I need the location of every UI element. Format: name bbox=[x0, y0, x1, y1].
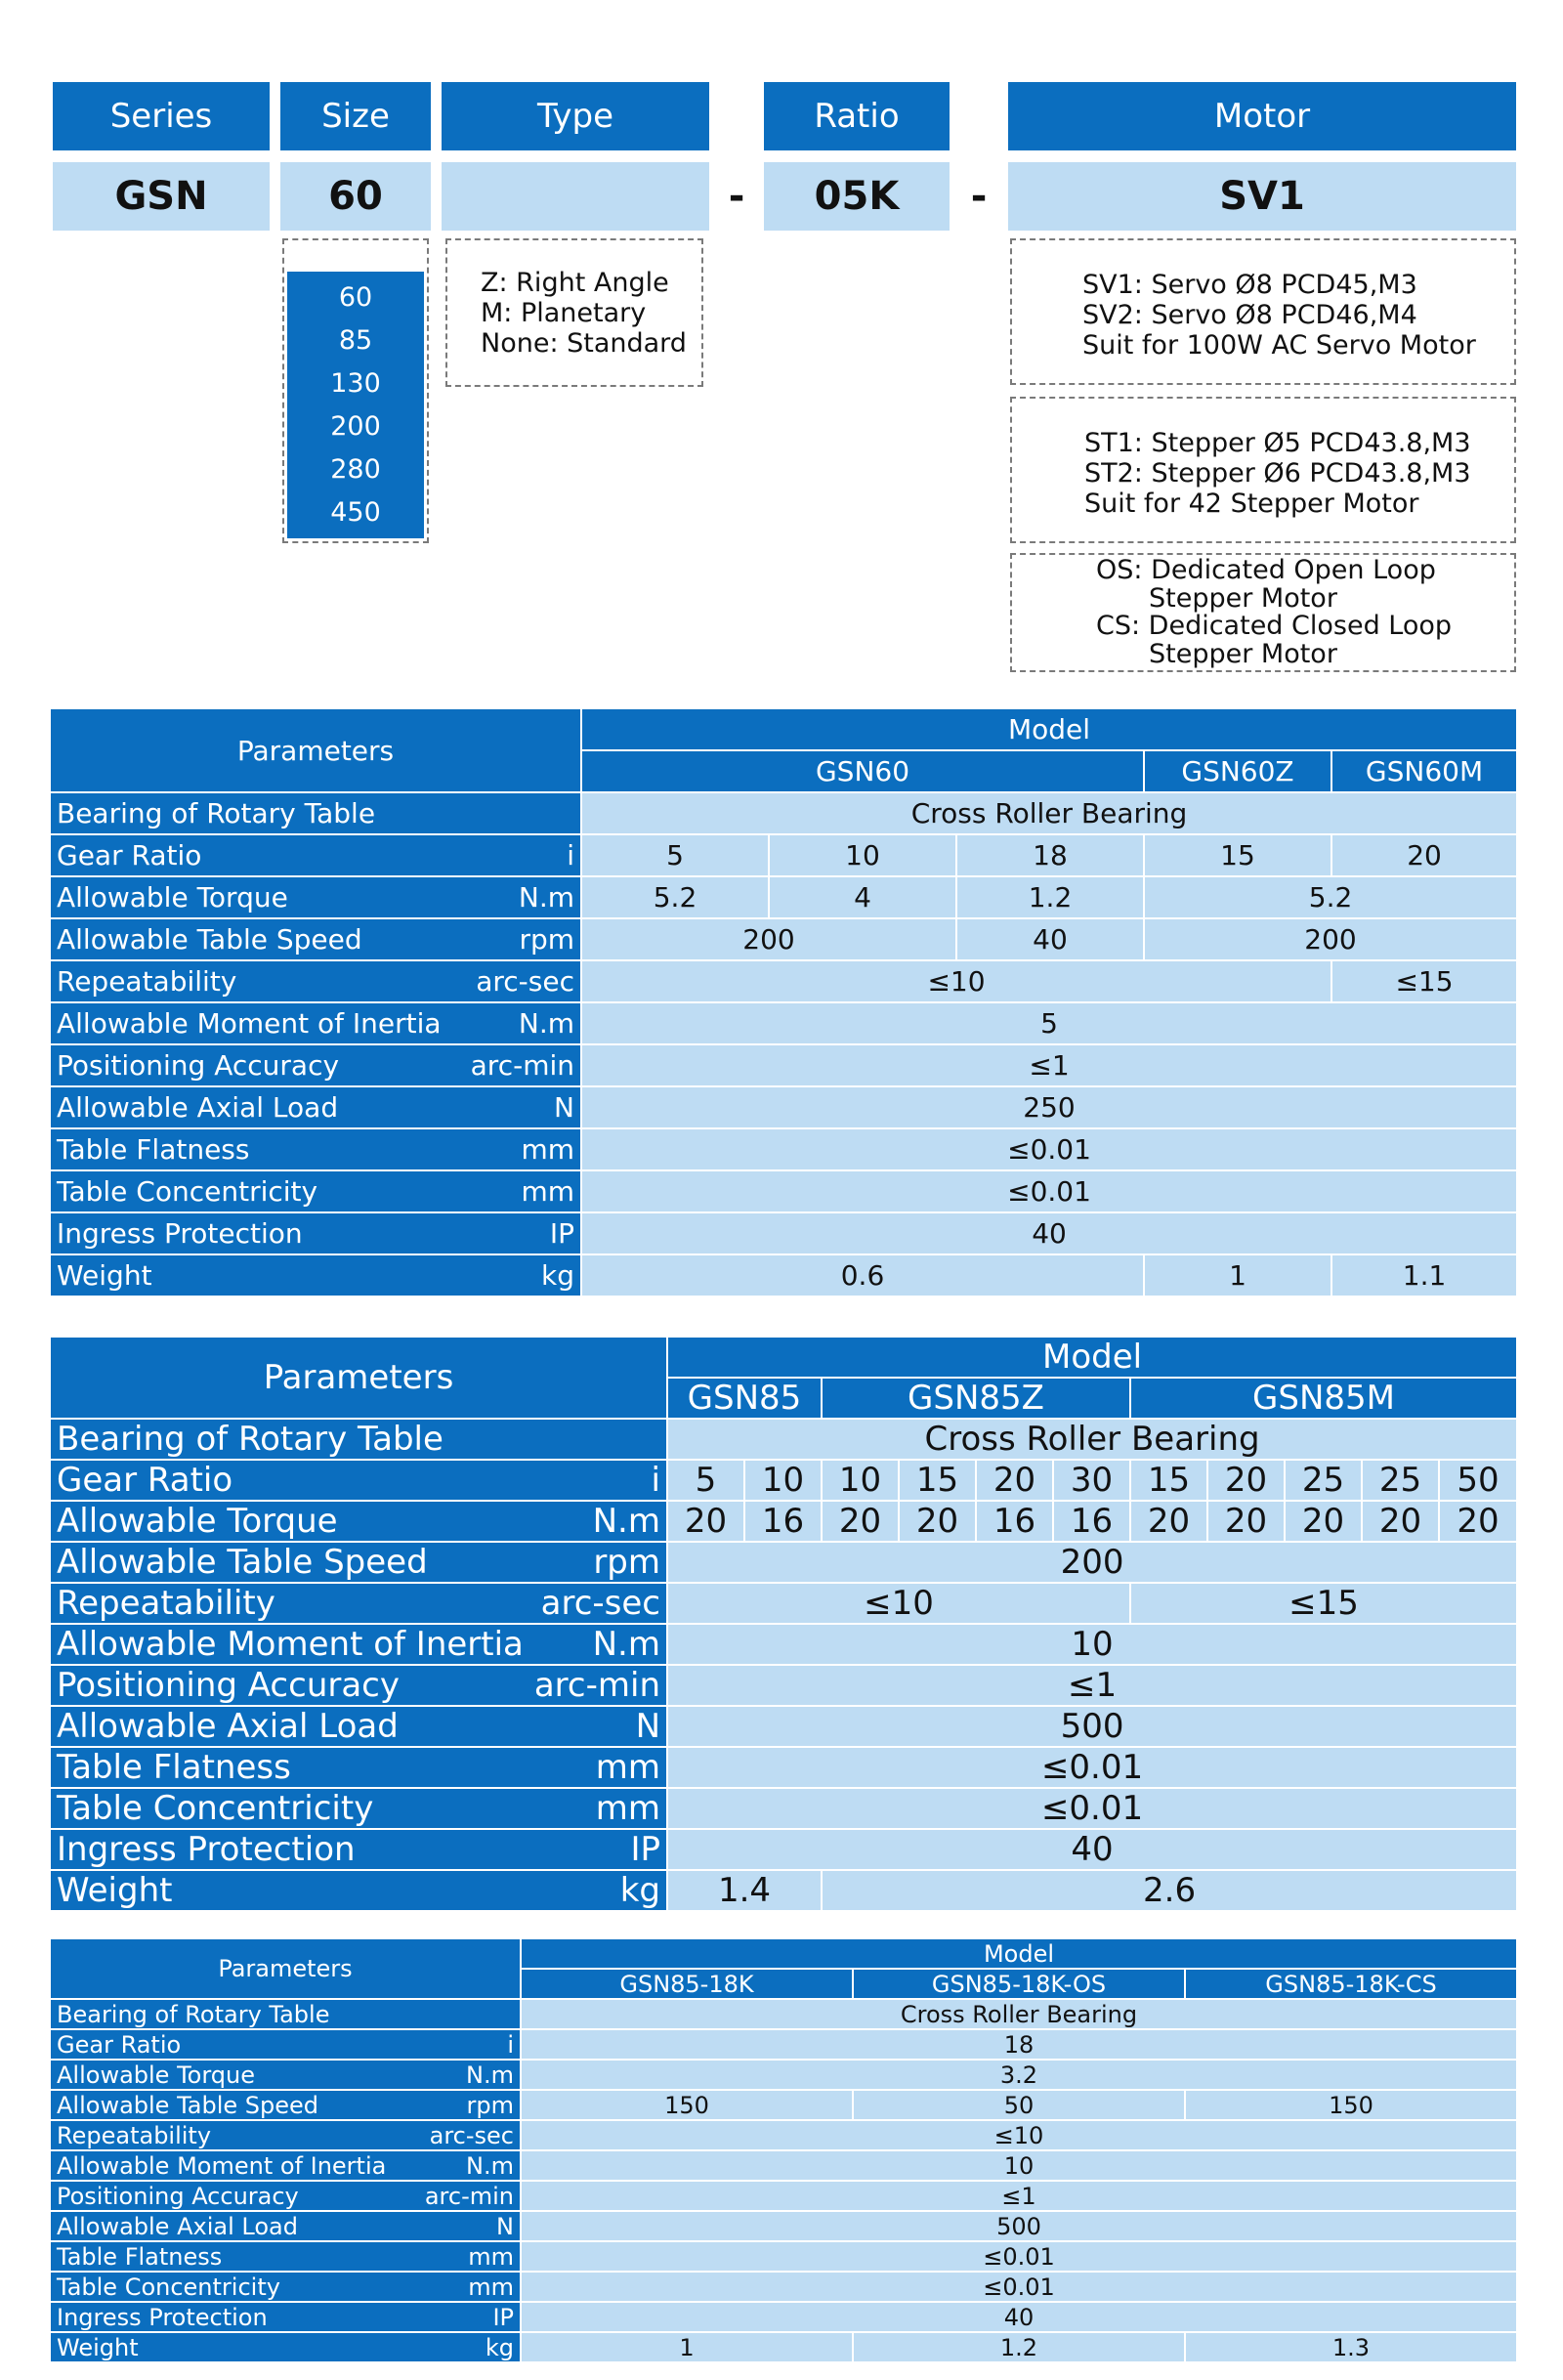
param-label: Allowable Axial Load N bbox=[50, 1706, 667, 1747]
param-label: Table Concentricity mm bbox=[50, 1170, 581, 1212]
param-value: 10 bbox=[521, 2150, 1517, 2181]
param-value: 18 bbox=[521, 2029, 1517, 2060]
param-value: Cross Roller Bearing bbox=[581, 792, 1517, 834]
param-value: ≤15 bbox=[1130, 1583, 1517, 1624]
table-row bbox=[50, 960, 1517, 1002]
parameters-header: Parameters bbox=[50, 708, 581, 792]
param-label: Allowable Axial Load N bbox=[50, 1086, 581, 1128]
param-value: 16 bbox=[976, 1501, 1053, 1542]
param-value: ≤10 bbox=[521, 2120, 1517, 2150]
param-value: ≤0.01 bbox=[521, 2272, 1517, 2302]
param-label: Allowable Table Speed rpm bbox=[50, 2090, 521, 2120]
table-row bbox=[50, 1460, 1517, 1501]
stepper-motor-notes bbox=[1010, 397, 1516, 543]
param-value: 10 bbox=[822, 1460, 899, 1501]
param-value: 200 bbox=[1144, 918, 1517, 960]
param-value: 3.2 bbox=[521, 2060, 1517, 2090]
parameters-header: Parameters bbox=[50, 1337, 667, 1419]
param-label: Ingress Protection IP bbox=[50, 1829, 667, 1870]
size-options-list bbox=[287, 272, 424, 538]
model-name: GSN85-18K bbox=[521, 1969, 853, 1999]
table-row bbox=[50, 1254, 1517, 1296]
param-label: Allowable Torque N.m bbox=[50, 2060, 521, 2090]
param-value: ≤10 bbox=[667, 1583, 1130, 1624]
param-label: Positioning Accuracy arc-min bbox=[50, 1044, 581, 1086]
motor-note-line: SV2: Servo Ø8 PCD46,M4 bbox=[1082, 300, 1417, 331]
table-row bbox=[50, 2029, 1517, 2060]
size-options-box bbox=[282, 238, 429, 543]
motor-note-line: SV1: Servo Ø8 PCD45,M3 bbox=[1082, 270, 1417, 300]
model-name: GSN60M bbox=[1331, 750, 1517, 792]
table-row bbox=[50, 1212, 1517, 1254]
table-row bbox=[50, 1170, 1517, 1212]
gsn60-spec-table bbox=[49, 707, 1518, 1297]
model-name: GSN85-18K-OS bbox=[853, 1969, 1185, 1999]
dedicated-motor-notes bbox=[1010, 553, 1516, 672]
type-value bbox=[442, 162, 709, 231]
param-value: 1.1 bbox=[1331, 1254, 1517, 1296]
param-value: 15 bbox=[1144, 834, 1331, 876]
param-value: ≤0.01 bbox=[581, 1170, 1517, 1212]
param-value: ≤0.01 bbox=[581, 1128, 1517, 1170]
motor-note-line: ST1: Stepper Ø5 PCD43.8,M3 bbox=[1084, 428, 1471, 458]
table-row bbox=[50, 1999, 1517, 2029]
param-value: Cross Roller Bearing bbox=[667, 1419, 1517, 1460]
param-value: 20 bbox=[1362, 1501, 1439, 1542]
table-row bbox=[50, 1419, 1517, 1460]
param-value: 5.2 bbox=[581, 876, 769, 918]
motor-note-line: ST2: Stepper Ø6 PCD43.8,M3 bbox=[1084, 458, 1471, 489]
param-label: Gear Ratio i bbox=[50, 2029, 521, 2060]
param-label: Bearing of Rotary Table bbox=[50, 1999, 521, 2029]
size-option: 130 bbox=[330, 367, 381, 399]
param-label: Allowable Moment of Inertia N.m bbox=[50, 2150, 521, 2181]
size-option: 60 bbox=[338, 281, 373, 313]
param-value: 1.4 bbox=[667, 1870, 822, 1911]
table-row bbox=[50, 1128, 1517, 1170]
table-row bbox=[50, 1542, 1517, 1583]
model-header: Model bbox=[667, 1337, 1517, 1378]
param-value: 1 bbox=[1144, 1254, 1331, 1296]
parameters-header: Parameters bbox=[50, 1938, 521, 1999]
motor-header: Motor bbox=[1008, 82, 1516, 150]
param-value: 200 bbox=[667, 1542, 1517, 1583]
param-value: Cross Roller Bearing bbox=[521, 1999, 1517, 2029]
table-row bbox=[50, 792, 1517, 834]
param-value: 2.6 bbox=[822, 1870, 1517, 1911]
param-value: 20 bbox=[1331, 834, 1517, 876]
table-row bbox=[50, 2332, 1517, 2362]
param-value: 200 bbox=[581, 918, 956, 960]
table-row bbox=[50, 1665, 1517, 1706]
type-option: Z: Right Angle bbox=[481, 268, 669, 298]
table-row bbox=[50, 1747, 1517, 1788]
param-value: ≤1 bbox=[521, 2181, 1517, 2211]
table-row bbox=[50, 918, 1517, 960]
model-header: Model bbox=[521, 1938, 1517, 1969]
param-label: Allowable Table Speed rpm bbox=[50, 1542, 667, 1583]
param-value: ≤1 bbox=[581, 1044, 1517, 1086]
param-value: ≤0.01 bbox=[667, 1788, 1517, 1829]
table-row bbox=[50, 1086, 1517, 1128]
param-label: Ingress Protection IP bbox=[50, 2302, 521, 2332]
table-row bbox=[50, 2181, 1517, 2211]
param-value: 10 bbox=[667, 1624, 1517, 1665]
ratio-header: Ratio bbox=[764, 82, 950, 150]
size-option: 280 bbox=[330, 454, 381, 486]
param-label: Allowable Moment of Inertia N.m bbox=[50, 1624, 667, 1665]
gsn85-spec-table bbox=[49, 1336, 1518, 1912]
motor-note-line: CS: Dedicated Closed Loop bbox=[1096, 611, 1453, 642]
param-value: 1 bbox=[521, 2332, 853, 2362]
motor-note-line: OS: Dedicated Open Loop bbox=[1096, 555, 1436, 585]
table-row bbox=[50, 2060, 1517, 2090]
param-value: 16 bbox=[1053, 1501, 1130, 1542]
ratio-value: 05K bbox=[764, 162, 950, 231]
param-value: 40 bbox=[956, 918, 1144, 960]
param-label: Gear Ratio i bbox=[50, 834, 581, 876]
param-value: 1.3 bbox=[1185, 2332, 1517, 2362]
param-value: 50 bbox=[853, 2090, 1185, 2120]
param-value: 25 bbox=[1362, 1460, 1439, 1501]
param-label: Allowable Axial Load N bbox=[50, 2211, 521, 2241]
table-row bbox=[50, 2150, 1517, 2181]
param-label: Allowable Moment of Inertia N.m bbox=[50, 1002, 581, 1044]
table-row bbox=[50, 1870, 1517, 1911]
table-row bbox=[50, 876, 1517, 918]
type-options-box bbox=[445, 238, 703, 387]
param-value: 18 bbox=[956, 834, 1144, 876]
param-label: Table Flatness mm bbox=[50, 2241, 521, 2272]
table-row bbox=[50, 1706, 1517, 1747]
separator-dash-1: - bbox=[728, 174, 745, 219]
param-value: 40 bbox=[521, 2302, 1517, 2332]
type-option: None: Standard bbox=[481, 328, 687, 360]
param-value: 20 bbox=[1439, 1501, 1517, 1542]
param-label: Weight kg bbox=[50, 1254, 581, 1296]
separator-dash-2: - bbox=[970, 174, 988, 219]
param-value: 5 bbox=[667, 1460, 744, 1501]
param-value: 1.2 bbox=[956, 876, 1144, 918]
table-row bbox=[50, 2302, 1517, 2332]
motor-note-line: Suit for 42 Stepper Motor bbox=[1084, 489, 1419, 520]
param-value: ≤10 bbox=[581, 960, 1331, 1002]
table-row bbox=[50, 834, 1517, 876]
table-row bbox=[50, 1501, 1517, 1542]
param-value: 16 bbox=[744, 1501, 822, 1542]
param-value: 20 bbox=[1130, 1501, 1207, 1542]
param-value: 20 bbox=[1207, 1501, 1285, 1542]
param-value: 1.2 bbox=[853, 2332, 1185, 2362]
param-label: Repeatability arc-sec bbox=[50, 2120, 521, 2150]
param-value: 5.2 bbox=[1144, 876, 1517, 918]
model-name: GSN85Z bbox=[822, 1378, 1130, 1419]
table-row bbox=[50, 1002, 1517, 1044]
param-label: Table Flatness mm bbox=[50, 1128, 581, 1170]
motor-note-line: Stepper Motor bbox=[1149, 638, 1337, 669]
param-value: ≤0.01 bbox=[667, 1747, 1517, 1788]
size-header: Size bbox=[280, 82, 431, 150]
motor-note-line: Stepper Motor bbox=[1149, 582, 1337, 614]
param-label: Allowable Torque N.m bbox=[50, 1501, 667, 1542]
model-name: GSN60 bbox=[581, 750, 1144, 792]
param-label: Table Concentricity mm bbox=[50, 1788, 667, 1829]
table-row bbox=[50, 2120, 1517, 2150]
model-name: GSN85-18K-CS bbox=[1185, 1969, 1517, 1999]
param-value: 0.6 bbox=[581, 1254, 1144, 1296]
type-header: Type bbox=[442, 82, 709, 150]
table-row bbox=[50, 1829, 1517, 1870]
param-value: 10 bbox=[744, 1460, 822, 1501]
series-header: Series bbox=[53, 82, 270, 150]
param-label: Positioning Accuracy arc-min bbox=[50, 2181, 521, 2211]
param-value: 20 bbox=[1207, 1460, 1285, 1501]
param-label: Bearing of Rotary Table bbox=[50, 1419, 667, 1460]
motor-note-line: Suit for 100W AC Servo Motor bbox=[1082, 330, 1476, 361]
model-name: GSN60Z bbox=[1144, 750, 1331, 792]
param-value: 20 bbox=[667, 1501, 744, 1542]
param-value: 150 bbox=[1185, 2090, 1517, 2120]
size-option: 85 bbox=[338, 324, 373, 356]
param-value: 20 bbox=[822, 1501, 899, 1542]
table-row bbox=[50, 1583, 1517, 1624]
size-value: 60 bbox=[280, 162, 431, 231]
param-value: ≤15 bbox=[1331, 960, 1517, 1002]
param-value: 30 bbox=[1053, 1460, 1130, 1501]
table-row bbox=[50, 1044, 1517, 1086]
series-value: GSN bbox=[53, 162, 270, 231]
param-value: 250 bbox=[581, 1086, 1517, 1128]
param-value: 20 bbox=[1285, 1501, 1362, 1542]
param-value: 40 bbox=[581, 1212, 1517, 1254]
param-value: 5 bbox=[581, 1002, 1517, 1044]
param-value: 50 bbox=[1439, 1460, 1517, 1501]
servo-motor-notes bbox=[1010, 238, 1516, 385]
param-value: ≤0.01 bbox=[521, 2241, 1517, 2272]
param-value: 40 bbox=[667, 1829, 1517, 1870]
param-label: Table Flatness mm bbox=[50, 1747, 667, 1788]
param-label: Weight kg bbox=[50, 2332, 521, 2362]
param-value: ≤1 bbox=[667, 1665, 1517, 1706]
param-label: Bearing of Rotary Table bbox=[50, 792, 581, 834]
param-value: 4 bbox=[769, 876, 956, 918]
size-option: 450 bbox=[330, 497, 381, 529]
table-row bbox=[50, 2241, 1517, 2272]
table-row bbox=[50, 2211, 1517, 2241]
param-value: 150 bbox=[521, 2090, 853, 2120]
table-row bbox=[50, 2090, 1517, 2120]
param-label: Repeatability arc-sec bbox=[50, 960, 581, 1002]
model-name: GSN85 bbox=[667, 1378, 822, 1419]
param-label: Positioning Accuracy arc-min bbox=[50, 1665, 667, 1706]
model-header: Model bbox=[581, 708, 1517, 750]
gsn85-18k-spec-table bbox=[49, 1937, 1518, 2363]
param-value: 10 bbox=[769, 834, 956, 876]
param-value: 15 bbox=[1130, 1460, 1207, 1501]
param-label: Weight kg bbox=[50, 1870, 667, 1911]
model-name: GSN85M bbox=[1130, 1378, 1517, 1419]
param-value: 5 bbox=[581, 834, 769, 876]
param-value: 500 bbox=[667, 1706, 1517, 1747]
param-value: 25 bbox=[1285, 1460, 1362, 1501]
param-value: 20 bbox=[976, 1460, 1053, 1501]
param-value: 20 bbox=[899, 1501, 976, 1542]
param-label: Allowable Table Speed rpm bbox=[50, 918, 581, 960]
param-label: Repeatability arc-sec bbox=[50, 1583, 667, 1624]
param-label: Ingress Protection IP bbox=[50, 1212, 581, 1254]
motor-value: SV1 bbox=[1008, 162, 1516, 231]
table-row bbox=[50, 1788, 1517, 1829]
param-value: 500 bbox=[521, 2211, 1517, 2241]
param-value: 15 bbox=[899, 1460, 976, 1501]
param-label: Allowable Torque N.m bbox=[50, 876, 581, 918]
size-option: 200 bbox=[330, 411, 381, 443]
table-row bbox=[50, 1624, 1517, 1665]
type-option: M: Planetary bbox=[481, 298, 647, 329]
table-row bbox=[50, 2272, 1517, 2302]
param-label: Table Concentricity mm bbox=[50, 2272, 521, 2302]
param-label: Gear Ratio i bbox=[50, 1460, 667, 1501]
